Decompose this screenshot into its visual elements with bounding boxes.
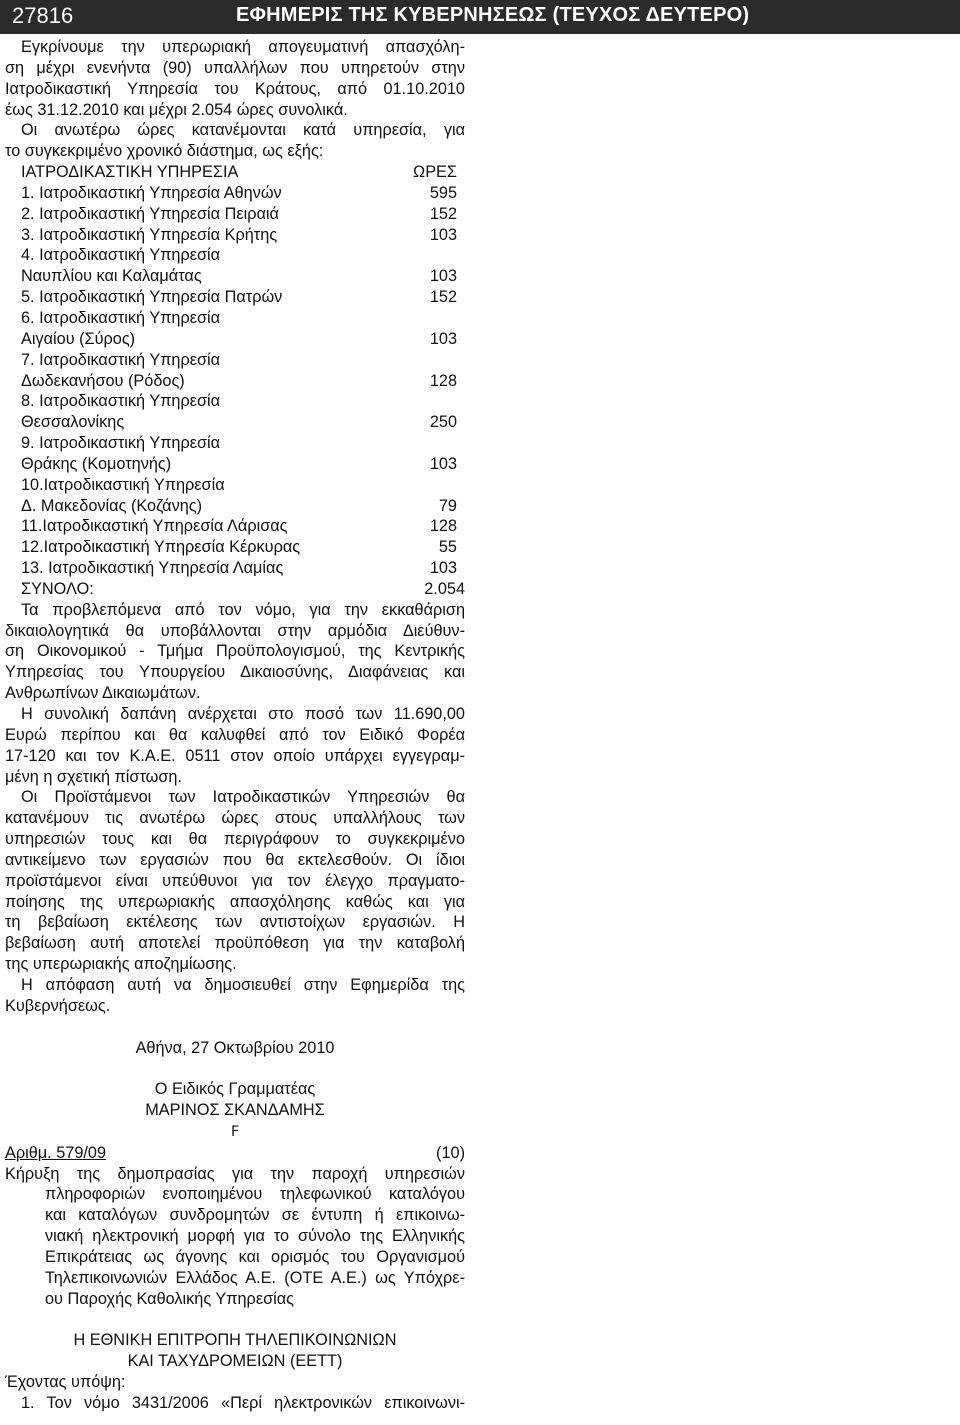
table-row: [5, 287, 465, 308]
table-row-hours: 595: [429, 183, 457, 202]
settlement-line: Ανθρωπίνων Δικαιωμάτων.: [5, 684, 201, 703]
cost-line: [5, 725, 465, 746]
table-row-service: Δ. Μακεδονίας (Κοζάνης): [21, 496, 203, 515]
heads-line-text: κατανέμουν τις ανωτέρω ώρες στους υπαλλήλους των: [5, 809, 465, 828]
cost-line: [5, 704, 465, 725]
table-row-service: 3. Ιατροδικαστική Υπηρεσία Κρήτης: [21, 225, 278, 244]
document-title-line: ου Παροχής Καθολικής Υπηρεσίας: [45, 1289, 294, 1308]
authority-line: Η ΕΘΝΙΚΗ ΕΠΙΤΡΟΠΗ ΤΗΛΕΠΙΚΟΙΝΩΝΙΩΝ: [73, 1331, 397, 1350]
total-hours: 2.054: [424, 579, 465, 598]
settlement-line: [5, 662, 465, 683]
table-row-hours: 103: [429, 225, 457, 244]
document-number: Αριθμ. 579/09: [5, 1143, 107, 1162]
page-header: [0, 0, 960, 34]
table-row-hours: 79: [438, 496, 457, 515]
document-title: [5, 1164, 465, 1310]
table-row-service: 2. Ιατροδικαστική Υπηρεσία Πειραιά: [21, 204, 279, 223]
cost-line-text: Η συνολική δαπάνη ανέρχεται στο ποσό των 11.690,00: [21, 705, 465, 723]
table-row: [5, 516, 465, 537]
cost-line-text: 17-120 και τον Κ.Α.Ε. 0511 στον οποίο υπάρχει εγγεγραμ-: [5, 746, 465, 765]
table-row-hours: 103: [429, 329, 457, 348]
spacer: [5, 1309, 465, 1330]
settlement-line: [5, 600, 465, 621]
table-total: [5, 579, 465, 600]
document-title-line: πληροφοριών ενοποιημένου τηλεφωνικού καταλόγου: [45, 1185, 465, 1204]
document-title-line: νιακή ηλεκτρονική μορφή για το σύνολο της Ελληνικής: [45, 1227, 465, 1246]
heads-line-text: Οι Προϊστάμενοι των Ιατροδικαστικών Υπηρεσιών θα: [21, 788, 465, 807]
table-row-service: 1. Ιατροδικαστική Υπηρεσία Αθηνών: [21, 183, 282, 202]
page-number: 27816: [12, 3, 74, 28]
document-title-line: Κήρυξη της δημοπρασίας για την παροχή υπηρεσιών: [5, 1164, 465, 1183]
signer-title: Ο Ειδικός Γραμματέας: [154, 1080, 316, 1099]
table-row-service: 13. Ιατροδικαστική Υπηρεσία Λαμίας: [21, 559, 284, 578]
section-separator: [5, 1121, 465, 1143]
settlement-line: [5, 621, 465, 642]
intro-line-text: Ιατροδικαστική Υπηρεσία του Κράτους, από 01.10.2010: [5, 79, 465, 98]
cost-line: [5, 746, 465, 767]
table-row-service: Ναυπλίου και Καλαμάτας: [21, 267, 202, 286]
table-row-hours: 128: [429, 371, 457, 390]
intro-line: έως 31.12.2010 και μέχρι 2.054 ώρες συνολικά.: [5, 100, 348, 119]
hours-table-header: [5, 162, 465, 183]
table-row-service: Θράκης (Κομοτηνής): [21, 454, 172, 473]
heads-line: [5, 808, 465, 829]
document-heading: [5, 1143, 465, 1164]
total-label: ΣΥΝΟΛΟ:: [21, 579, 94, 598]
document-title-line: και καταλόγων συνδρομητών σε έντυπη ή επικοινω-: [45, 1206, 465, 1225]
table-row-service: 8. Ιατροδικαστική Υπηρεσία: [21, 392, 221, 411]
publish-line: Κυβερνήσεως.: [5, 996, 111, 1015]
intro-line: [5, 37, 465, 58]
heads-line: [5, 787, 465, 808]
table-row-service: 6. Ιατροδικαστική Υπηρεσία: [21, 308, 221, 327]
item-1-line: [5, 1393, 465, 1414]
table-row-hours: 103: [429, 267, 457, 286]
table-row: [5, 433, 465, 454]
heads-line-text: βεβαίωση αυτή αποτελεί προϋπόθεση για την καταβολή: [5, 934, 465, 953]
table-row: [5, 475, 465, 496]
cost-line: μένη η σχετική πίστωση.: [5, 767, 182, 786]
intro-line: [5, 79, 465, 100]
table-row-hours: 152: [429, 204, 457, 223]
table-row-hours: 128: [429, 517, 457, 536]
signer-name: ΜΑΡΙΝΟΣ ΣΚΑΝΔΑΜΗΣ: [145, 1101, 325, 1120]
settlement-line-text: δικαιολογητικά θα υποβάλλονται στην αρμόδια Διεύθυν-: [5, 621, 465, 640]
item-1-line-text: 1. Τον νόμο 3431/2006 «Περί ηλεκτρονικών επικοινωνι-: [21, 1393, 465, 1412]
table-row-service: Αιγαίου (Σύρος): [21, 329, 136, 348]
table-row-service: 7. Ιατροδικαστική Υπηρεσία: [21, 350, 221, 369]
heads-line: [5, 933, 465, 954]
distribution-line: το συγκεκριμένο χρονικό διάστημα, ως εξής:: [5, 142, 324, 161]
table-row: [5, 225, 465, 246]
table-row: [5, 412, 465, 433]
distribution-line-text: Οι ανωτέρω ώρες κατανέμονται κατά υπηρεσία, για: [21, 121, 465, 140]
table-row: [5, 371, 465, 392]
distribution-line: [5, 120, 465, 141]
table-row-service: 10.Ιατροδικαστική Υπηρεσία: [21, 475, 225, 494]
document-ref: (10): [436, 1143, 465, 1162]
table-row-hours: 103: [429, 454, 457, 473]
table-row: [5, 391, 465, 412]
heads-line-text: ποίησης της υπερωριακής απασχόλησης καθώς και για: [5, 892, 465, 911]
table-row: [5, 183, 465, 204]
authority-line: ΚΑΙ ΤΑΧΥΔΡΟΜΕΙΩΝ (ΕΕΤΤ): [127, 1352, 343, 1371]
heads-line-text: προϊστάμενοι είναι υπεύθυνοι για τον έλεγχο πραγματο-: [5, 871, 465, 890]
settlement-line-text: ση Οικονομικού - Τμήμα Προϋπολογισμού, της Κεντρικής: [5, 642, 465, 661]
considering-label: Έχοντας υπόψη:: [5, 1373, 126, 1391]
table-header-service: ΙΑΤΡΟΔΙΚΑΣΤΙΚΗ ΥΠΗΡΕΣΙΑ: [21, 163, 239, 182]
table-row: [5, 350, 465, 371]
table-row-service: 5. Ιατροδικαστική Υπηρεσία Πατρών: [21, 288, 283, 307]
heads-line-text: υπηρεσιών τους και θα περιγράφουν το συγκεκριμένο: [5, 830, 465, 849]
table-row: [5, 558, 465, 579]
document-title-line: Επικράτειας ως άγονης και ορισμός του Οργανισμού: [45, 1247, 465, 1266]
table-row: [5, 454, 465, 475]
table-row-service: Δωδεκανήσου (Ρόδος): [21, 371, 185, 390]
settlement-line-text: Υπηρεσίας του Υπουργείου Δικαιοσύνης, Διαφάνειας και: [5, 663, 465, 682]
table-row-hours: 55: [438, 538, 457, 557]
spacer: [5, 1058, 465, 1079]
heads-line: [5, 892, 465, 913]
table-row: [5, 329, 465, 350]
intro-line: [5, 58, 465, 79]
spacer: [5, 1017, 465, 1038]
table-row: [5, 537, 465, 558]
cost-line-text: Ευρώ περίπου και θα καλυφθεί από τον Ειδικό Φορέα: [5, 725, 465, 744]
intro-line-text: ση μέχρι ενενήντα (90) υπαλλήλων που υπηρετούν στην: [5, 58, 465, 77]
heads-line: [5, 850, 465, 871]
table-row-hours: 152: [429, 288, 457, 307]
heads-line: [5, 912, 465, 933]
table-row-hours: 103: [429, 559, 457, 578]
settlement-line: [5, 641, 465, 662]
publish-line-text: Η απόφαση αυτή να δημοσιευθεί στην Εφημερίδα της: [21, 975, 465, 994]
table-row-service: 9. Ιατροδικαστική Υπηρεσία: [21, 434, 221, 453]
table-row: [5, 204, 465, 225]
table-row: [5, 245, 465, 266]
intro-line-text: Εγκρίνουμε την υπερωριακή απογευματινή απασχόλη-: [21, 38, 465, 56]
table-header-hours: ΩΡΕΣ: [413, 163, 457, 182]
heads-line: της υπερωριακής αποζημίωσης.: [5, 955, 237, 974]
heads-line-text: αντικείμενο των εργασιών που θα εκτελεσθούν. Οι ίδιοι: [5, 850, 465, 869]
place-date: Αθήνα, 27 Οκτωβρίου 2010: [135, 1038, 335, 1057]
gazette-title: ΕΦΗΜΕΡΙΣ ΤΗΣ ΚΥΒΕΡΝΗΣΕΩΣ (ΤΕΥΧΟΣ ΔΕΥΤΕΡΟ): [236, 4, 750, 26]
separator-mark: F: [230, 1123, 240, 1140]
table-row-service: 11.Ιατροδικαστική Υπηρεσία Λάρισας: [21, 517, 288, 536]
settlement-line-text: Τα προβλεπόμενα από τον νόμο, για την εκκαθάριση: [21, 600, 465, 619]
publish-line: [5, 975, 465, 996]
table-row: [5, 266, 465, 287]
left-column: [5, 37, 465, 1414]
table-row: [5, 308, 465, 329]
table-row-service: 4. Ιατροδικαστική Υπηρεσία: [21, 246, 221, 265]
document-title-line: Τηλεπικοινωνιών Ελλάδος Α.Ε. (ΟΤΕ Α.Ε.) ως Υπόχρε-: [45, 1268, 465, 1287]
heads-line: [5, 871, 465, 892]
heads-line-text: τη βεβαίωση εκτέλεσης των αντιστοίχων εργασιών. Η: [5, 913, 465, 932]
heads-line: [5, 829, 465, 850]
table-row-hours: 250: [429, 413, 457, 432]
table-row-service: 12.Ιατροδικαστική Υπηρεσία Κέρκυρας: [21, 538, 301, 557]
table-row: [5, 496, 465, 517]
table-row-service: Θεσσαλονίκης: [21, 413, 125, 432]
